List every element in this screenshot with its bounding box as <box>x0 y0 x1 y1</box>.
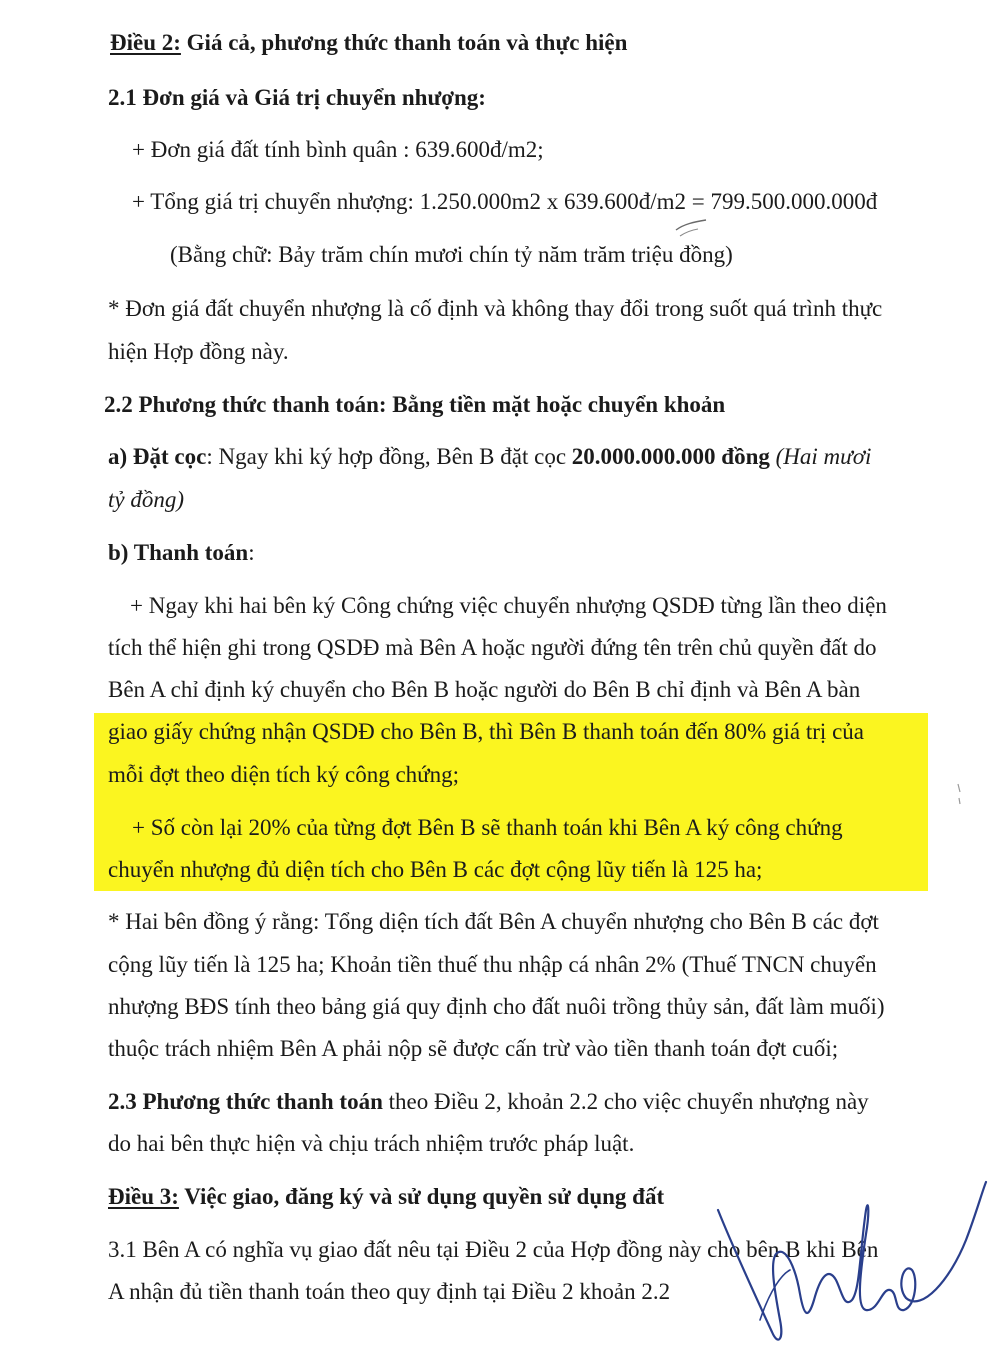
article-2-title: Giá cả, phương thức thanh toán và thực hiện <box>180 30 628 55</box>
pen-mark <box>950 780 970 810</box>
deposit-label: a) Đặt cọc <box>108 444 207 469</box>
payment-clause-1-line-1: + Ngay khi hai bên ký Công chứng việc chuyển nhượng QSDĐ từng lần theo diện <box>130 593 887 618</box>
payment-clause-2-line-1: + Số còn lại 20% của từng đợt Bên B sẽ thanh toán khi Bên A ký công chứng <box>132 815 843 840</box>
article-3-title: Việc giao, đăng ký và sử dụng quyền sử dụng đất <box>178 1184 665 1209</box>
fixed-price-note-line-2: hiện Hợp đồng này. <box>108 339 289 364</box>
deposit-amount: 20.000.000.000 đồng <box>571 444 770 469</box>
article-2-heading <box>110 28 627 58</box>
section-2-3-line-2: do hai bên thực hiện và chịu trách nhiệm trước pháp luật. <box>108 1131 635 1156</box>
payment-heading <box>108 538 255 568</box>
pen-mark <box>672 216 712 242</box>
signature <box>700 1170 1000 1367</box>
payment-clause-2-line-2: chuyển nhượng đủ diện tích cho Bên B các đợt cộng lũy tiến là 125 ha; <box>108 857 763 882</box>
section-2-3-text: theo Điều 2, khoản 2.2 cho việc chuyển nhượng này <box>382 1089 869 1114</box>
article-3-label: Điều 3: <box>108 1184 179 1209</box>
payment-clause-1-line-3: Bên A chỉ định ký chuyển cho Bên B hoặc người do Bên B chỉ định và Bên A bàn <box>108 677 861 702</box>
deposit-text: : Ngay khi ký hợp đồng, Bên B đặt cọc <box>206 444 572 469</box>
section-2-3-line-1 <box>108 1087 869 1117</box>
payment-label: b) Thanh toán <box>108 540 249 565</box>
deposit-words-part-1: (Hai mươi <box>769 444 872 469</box>
deposit-words-part-2: tỷ đồng) <box>108 487 185 512</box>
payment-clause-1-line-2: tích thể hiện ghi trong QSDĐ mà Bên A hoặc người đứng tên trên chủ quyền đất do <box>108 635 877 660</box>
section-2-3-label: 2.3 Phương thức thanh toán <box>108 1089 383 1114</box>
unit-price-line: + Đơn giá đất tính bình quân : 639.600đ/m2; <box>132 137 544 162</box>
section-3-1-line-2: A nhận đủ tiền thanh toán theo quy định tại Điều 2 khoản 2.2 <box>108 1279 671 1304</box>
section-3-1-line-1: 3.1 Bên A có nghĩa vụ giao đất nêu tại Điều 2 của Hợp đồng này cho bên B khi Bên <box>108 1237 879 1262</box>
payment-colon: : <box>248 540 255 565</box>
agreement-line-4: thuộc trách nhiệm Bên A phải nộp sẽ được cấn trừ vào tiền thanh toán đợt cuối; <box>108 1036 839 1061</box>
payment-clause-1-line-5: mỗi đợt theo diện tích ký công chứng; <box>108 762 460 787</box>
agreement-line-2: cộng lũy tiến là 125 ha; Khoản tiền thuế thu nhập cá nhân 2% (Thuế TNCN chuyển <box>108 952 877 977</box>
article-3-heading <box>108 1182 664 1212</box>
article-2-label: Điều 2: <box>110 30 181 55</box>
deposit-line-1 <box>108 442 871 472</box>
payment-clause-1-line-4: giao giấy chứng nhận QSDĐ cho Bên B, thì Bên B thanh toán đến 80% giá trị của <box>108 719 864 744</box>
agreement-line-3: nhượng BĐS tính theo bảng giá quy định cho đất nuôi trồng thủy sản, đất làm muối) <box>108 994 885 1019</box>
total-value-line: + Tổng giá trị chuyển nhượng: 1.250.000m2 x 639.600đ/m2 = 799.500.000.000đ <box>132 189 878 214</box>
agreement-line-1: * Hai bên đồng ý rằng: Tổng diện tích đất Bên A chuyển nhượng cho Bên B các đợt <box>108 909 879 934</box>
fixed-price-note-line-1: * Đơn giá đất chuyển nhượng là cố định và không thay đổi trong suốt quá trình thực <box>108 296 883 321</box>
total-value-in-words: (Bằng chữ: Bảy trăm chín mươi chín tỷ năm trăm triệu đồng) <box>170 242 733 267</box>
section-2-1-heading: 2.1 Đơn giá và Giá trị chuyển nhượng: <box>108 85 486 110</box>
section-2-2-heading: 2.2 Phương thức thanh toán: Bằng tiền mặt hoặc chuyển khoản <box>104 392 726 417</box>
